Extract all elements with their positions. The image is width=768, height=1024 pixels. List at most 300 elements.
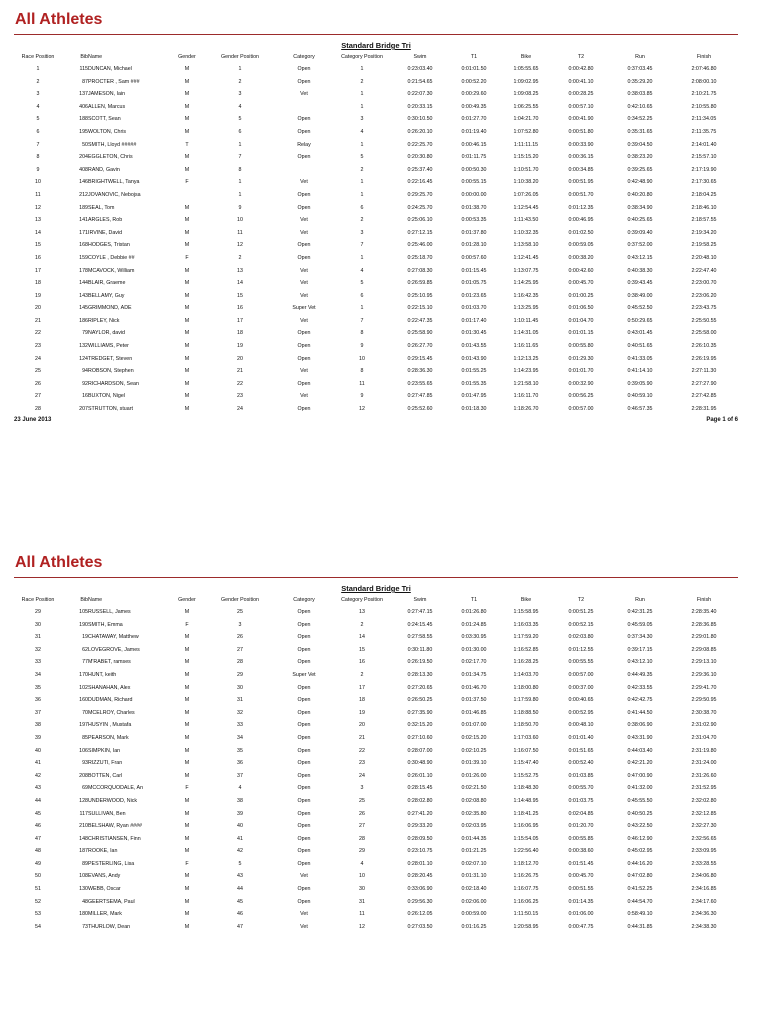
cell-finish: 2:18:57.55	[691, 217, 717, 224]
cell-finish: 2:28:35.40	[691, 609, 717, 615]
cell-bib: 94	[82, 368, 88, 375]
cell-name: BLAIR, Graeme	[88, 280, 126, 287]
cell-gender: M	[184, 659, 190, 666]
cell-category-position: 4	[360, 860, 364, 867]
cell-t2: 0:00:42.80	[568, 66, 594, 72]
cell-name: RUSSELL, James	[88, 609, 131, 615]
cell-t2: 0:01:12.55	[568, 646, 594, 653]
cell-finish: 2:08:00.10	[691, 78, 717, 85]
cell-swim: 0:21:54.65	[407, 78, 433, 85]
cell-gender-position: 1	[238, 191, 242, 198]
cell-race-position: 33	[35, 659, 41, 666]
cell-bib: 148	[79, 835, 88, 842]
cell-t2: 0:01:01.40	[568, 734, 594, 741]
cell-finish: 2:29:50.95	[691, 697, 717, 704]
cell-race-position: 53	[35, 911, 41, 918]
cell-category-position: 9	[360, 393, 364, 400]
cell-swim: 0:26:19.50	[407, 659, 433, 666]
cell-gender: M	[184, 330, 190, 337]
cell-swim: 0:27:08.30	[407, 267, 433, 274]
cell-t2: 0:00:34.85	[568, 166, 594, 173]
cell-t1: 0:00:59.00	[461, 911, 487, 918]
cell-t1: 0:01:05.75	[461, 280, 487, 287]
cell-race-position: 52	[35, 898, 41, 905]
cell-bike: 1:18:48.30	[513, 785, 539, 792]
cell-race-position: 35	[35, 684, 41, 691]
cell-name: TREDGET, Steven	[88, 355, 133, 362]
cell-t2: 0:01:03.75	[568, 797, 594, 804]
cell-category	[276, 164, 332, 177]
cell-t2: 0:00:51.70	[568, 191, 594, 198]
cell-bib: 48	[82, 898, 88, 905]
cell-category-position: 1	[360, 91, 364, 98]
cell-race-position: 27	[35, 393, 41, 400]
cell-finish: 2:31:02.90	[691, 722, 717, 729]
cell-race-position: 5	[36, 116, 40, 123]
cell-race-position: 3	[36, 91, 40, 98]
column-header-t2: T2	[577, 54, 585, 60]
cell-finish: 2:29:01.80	[691, 634, 717, 641]
cell-run: 0:42:48.90	[627, 179, 653, 186]
cell-gender-position: 7	[238, 154, 242, 161]
cell-run: 0:58:49.10	[627, 911, 653, 918]
cell-bib: 408	[79, 166, 88, 173]
cell-category-position: 1	[360, 254, 364, 261]
cell-t2: 0:00:40.65	[568, 697, 594, 704]
cell-t1: 0:01:28.10	[461, 242, 487, 249]
cell-t2: 0:00:38.20	[568, 254, 594, 261]
cell-t1: 0:01:47.95	[461, 393, 487, 400]
table-row	[14, 265, 738, 278]
cell-gender: M	[184, 380, 190, 387]
cell-t2: 0:02:04.85	[568, 810, 594, 817]
cell-bike: 1:22:56.40	[513, 848, 539, 855]
cell-gender-position: 42	[237, 848, 243, 855]
cell-category: Open	[297, 154, 311, 161]
cell-finish: 2:18:46.10	[691, 204, 717, 211]
cell-t1: 0:01:27.70	[461, 116, 487, 123]
table-row	[14, 883, 738, 896]
cell-category: Open	[297, 709, 311, 716]
cell-run: 0:40:59.10	[627, 393, 653, 400]
cell-run: 0:46:12.90	[627, 835, 653, 842]
cell-bike: 1:18:41.25	[513, 810, 539, 817]
cell-finish: 2:10:21.75	[691, 91, 717, 98]
cell-bib: 406	[79, 103, 88, 110]
cell-t1: 0:01:34.75	[461, 671, 487, 678]
cell-bike: 1:11:11.15	[513, 141, 539, 148]
cell-race-position: 32	[35, 646, 41, 653]
cell-gender-position: 3	[238, 91, 242, 98]
cell-run: 0:42:33.55	[627, 684, 653, 691]
cell-name: DUDMAN, Richard	[88, 697, 133, 704]
cell-gender-position: 41	[237, 835, 243, 842]
cell-category-position: 7	[360, 317, 364, 324]
cell-bib: 132	[79, 343, 88, 350]
cell-bike: 1:16:11.65	[513, 343, 539, 350]
cell-race-position: 41	[35, 760, 41, 767]
cell-run: 0:47:00.90	[627, 772, 653, 779]
cell-category-position: 24	[359, 772, 365, 779]
cell-gender	[170, 189, 204, 202]
cell-t2: 0:00:56.25	[568, 393, 594, 400]
cell-gender-position: 30	[237, 684, 243, 691]
cell-bib: 207	[79, 406, 88, 413]
cell-t1: 0:02:07.10	[461, 860, 487, 867]
cell-t2: 0:00:59.05	[568, 242, 594, 249]
column-header-row	[14, 51, 738, 63]
cell-swim: 0:25:52.60	[407, 406, 433, 413]
cell-race-position: 2	[36, 78, 40, 85]
cell-t1: 0:01:46.70	[461, 684, 487, 691]
cell-race-position: 26	[35, 380, 41, 387]
cell-gender: F	[185, 179, 189, 186]
cell-gender-position: 28	[237, 659, 243, 666]
cell-category: Open	[297, 760, 311, 767]
cell-category-position: 19	[359, 709, 365, 716]
cell-name: GRIMMOND, ADE	[88, 305, 132, 312]
cell-category-position: 2	[360, 671, 364, 678]
cell-bib: 141	[79, 217, 88, 224]
cell-bike: 1:10:32.35	[513, 229, 539, 236]
cell-finish: 2:31:19.80	[691, 747, 717, 754]
results-page-2	[14, 553, 738, 933]
cell-finish: 2:11:34.05	[691, 116, 717, 123]
cell-gender: M	[184, 709, 190, 716]
column-header-run: Run	[635, 597, 645, 603]
cell-category: Open	[297, 785, 311, 792]
table-row	[14, 290, 738, 303]
cell-t2: 0:01:14.35	[568, 898, 594, 905]
cell-gender: M	[184, 848, 190, 855]
cell-run: 0:43:31.90	[627, 734, 653, 741]
cell-finish: 2:26:19.95	[691, 355, 717, 362]
cell-name: MCCORQUODALE, An	[88, 785, 144, 792]
cell-run: 0:39:17.15	[627, 646, 653, 653]
cell-category: Vet	[300, 873, 308, 880]
cell-finish: 2:34:36.30	[691, 911, 717, 918]
cell-gender: M	[184, 355, 190, 362]
cell-category: Vet	[300, 923, 308, 930]
cell-gender-position: 34	[237, 734, 243, 741]
cell-gender-position: 35	[237, 747, 243, 754]
title-divider	[14, 577, 738, 578]
table-row	[14, 870, 738, 883]
cell-race-position: 43	[35, 785, 41, 792]
cell-finish: 2:30:38.70	[691, 709, 717, 716]
table-row	[14, 164, 738, 177]
cell-run: 0:45:59.05	[627, 621, 653, 628]
cell-category-position: 1	[360, 305, 364, 312]
cell-bike: 1:14:03.70	[513, 671, 539, 678]
cell-gender-position: 18	[237, 330, 243, 337]
cell-t1: 0:00:52.20	[461, 78, 487, 85]
cell-category-position: 20	[359, 722, 365, 729]
cell-swim: 0:27:03.50	[407, 923, 433, 930]
cell-bike: 1:11:50.15	[513, 911, 539, 918]
cell-name: SMITH, Lloyd #####	[88, 141, 137, 148]
cell-swim: 0:27:41.20	[407, 810, 433, 817]
cell-finish: 2:18:04.25	[691, 191, 717, 198]
cell-run: 0:42:42.75	[627, 697, 653, 704]
cell-swim: 0:27:47.15	[407, 609, 433, 615]
cell-race-position: 51	[35, 886, 41, 893]
cell-run: 0:35:29.20	[627, 78, 653, 85]
cell-category: Vet	[300, 911, 308, 918]
table-row	[14, 390, 738, 403]
cell-gender: M	[184, 267, 190, 274]
cell-race-position: 9	[36, 166, 40, 173]
cell-swim: 0:22:07.30	[407, 91, 433, 98]
cell-bike: 1:16:28.25	[513, 659, 539, 666]
cell-finish: 2:23:43.75	[691, 305, 717, 312]
cell-swim: 0:28:13.30	[407, 671, 433, 678]
cell-run: 0:39:04.50	[627, 141, 653, 148]
table-row	[14, 315, 738, 328]
cell-t1: 0:01:26.00	[461, 772, 487, 779]
cell-t2: 0:00:41.90	[568, 116, 594, 123]
cell-name: CHRISTIANSEN, Finn	[88, 835, 141, 842]
cell-category-position: 2	[360, 78, 364, 85]
cell-bike: 1:18:88.50	[513, 709, 539, 716]
cell-swim: 0:20:30.80	[407, 154, 433, 161]
cell-bib: 204	[79, 154, 88, 161]
cell-t1: 0:01:07.00	[461, 722, 487, 729]
cell-category-position: 16	[359, 659, 365, 666]
cell-gender: M	[184, 217, 190, 224]
cell-t2: 0:00:55.80	[568, 343, 594, 350]
cell-bike: 1:16:52.85	[513, 646, 539, 653]
cell-swim: 0:30:10.50	[407, 116, 433, 123]
cell-run: 0:40:50.25	[627, 810, 653, 817]
cell-category: Open	[297, 242, 311, 249]
cell-t1: 0:01:55.25	[461, 368, 487, 375]
column-header-bike: Bike	[520, 54, 532, 60]
cell-run: 0:38:49.00	[627, 292, 653, 299]
cell-t2: 0:01:03.85	[568, 772, 594, 779]
cell-category: Vet	[300, 179, 308, 186]
table-row	[14, 227, 738, 240]
cell-category-position: 21	[359, 734, 365, 741]
cell-t2: 0:00:52.95	[568, 709, 594, 716]
cell-bib: 16	[82, 393, 88, 400]
cell-bib: 19	[82, 634, 88, 641]
cell-t2: 0:01:20.70	[568, 823, 594, 830]
column-header-gender: Gender	[178, 597, 196, 603]
cell-category-position: 10	[359, 873, 365, 880]
cell-swim: 0:27:58.55	[407, 634, 433, 641]
cell-finish: 2:33:09.95	[691, 848, 717, 855]
cell-race-position: 16	[35, 254, 41, 261]
page-footer	[14, 417, 738, 423]
cell-gender-position: 15	[237, 292, 243, 299]
cell-t1: 0:01:37.50	[461, 697, 487, 704]
cell-bike: 1:16:03.35	[513, 621, 539, 628]
cell-t1: 0:00:53.35	[461, 217, 487, 224]
cell-gender-position: 32	[237, 709, 243, 716]
cell-swim: 0:30:48.90	[407, 760, 433, 767]
cell-gender: M	[184, 634, 190, 641]
cell-category-position: 2	[360, 217, 364, 224]
cell-name: BOTTEN, Carl	[88, 772, 123, 779]
cell-category-position: 28	[359, 835, 365, 842]
cell-t2: 0:00:55.70	[568, 785, 594, 792]
cell-name: PROCTER , Sam ###	[88, 78, 140, 85]
table-row	[14, 719, 738, 732]
cell-category-position: 2	[360, 166, 364, 173]
cell-t2: 0:00:36.15	[568, 154, 594, 161]
cell-t2: 0:00:32.90	[568, 380, 594, 387]
cell-race-position: 12	[35, 204, 41, 211]
cell-category: Open	[297, 772, 311, 779]
column-header-category: Category	[293, 597, 315, 603]
cell-name: RIZZUTI, Fran	[88, 760, 123, 767]
cell-category: Open	[297, 860, 311, 867]
cell-bike: 1:18:12.70	[513, 860, 539, 867]
table-row	[14, 88, 738, 101]
table-row	[14, 858, 738, 871]
cell-gender-position: 36	[237, 760, 243, 767]
cell-race-position: 30	[35, 621, 41, 628]
cell-bike: 1:10:11.45	[513, 317, 539, 324]
cell-name: SIMPKIN, Ian	[88, 747, 121, 754]
cell-run: 0:43:12.15	[627, 254, 653, 261]
cell-name: COYLE , Debbie ##	[88, 254, 135, 261]
results-table	[14, 594, 738, 933]
cell-gender-position: 5	[238, 860, 242, 867]
column-header-finish: Finish	[696, 597, 712, 603]
cell-category-position: 7	[360, 242, 364, 249]
cell-category-position: 1	[360, 103, 364, 110]
table-row	[14, 113, 738, 126]
cell-category-position: 8	[360, 330, 364, 337]
cell-swim: 0:29:56.30	[407, 898, 433, 905]
cell-race-position: 46	[35, 823, 41, 830]
cell-finish: 2:27:11.30	[691, 368, 717, 375]
cell-category-position: 6	[360, 292, 364, 299]
cell-name: WOLTON, Chris	[88, 128, 127, 135]
cell-category: Open	[297, 634, 311, 641]
table-row	[14, 682, 738, 695]
cell-bib: 77	[82, 659, 88, 666]
cell-race-position: 7	[36, 141, 40, 148]
cell-category-position: 25	[359, 797, 365, 804]
cell-name: GEERTSEMA, Paul	[88, 898, 135, 905]
cell-gender-position: 23	[237, 393, 243, 400]
cell-bib: 50	[82, 141, 88, 148]
cell-gender: M	[184, 823, 190, 830]
cell-swim: 0:28:20.45	[407, 873, 433, 880]
cell-category: Open	[297, 191, 311, 198]
cell-t2: 0:00:45.70	[568, 873, 594, 880]
cell-swim: 0:25:10.95	[407, 292, 433, 299]
cell-bike: 1:06:25.55	[513, 103, 539, 110]
cell-category: Relay	[297, 141, 311, 148]
cell-bike: 1:16:42.35	[513, 292, 539, 299]
page-title: All Athletes	[15, 11, 103, 28]
cell-bike: 1:14:48.95	[513, 797, 539, 804]
cell-name: MILLER, Mark	[88, 911, 122, 918]
cell-t1: 0:00:00.00	[461, 191, 487, 198]
cell-run: 0:39:09.40	[627, 229, 653, 236]
table-row	[14, 694, 738, 707]
cell-race-position: 38	[35, 722, 41, 729]
cell-name: LOVEGROVE, James	[88, 646, 140, 653]
cell-category-position: 12	[359, 923, 365, 930]
cell-bib: 130	[79, 886, 88, 893]
event-name: Standard Bridge Tri	[341, 584, 411, 593]
cell-name: ALLEN, Marcus	[88, 103, 126, 110]
cell-gender: M	[184, 166, 190, 173]
cell-t1: 0:01:30.00	[461, 646, 487, 653]
cell-t2: 0:01:04.70	[568, 317, 594, 324]
table-row	[14, 403, 738, 416]
cell-swim: 0:22:15.10	[407, 305, 433, 312]
cell-gender: M	[184, 609, 190, 615]
cell-category: Vet	[300, 292, 308, 299]
cell-gender: M	[184, 898, 190, 905]
cell-bib: 143	[79, 292, 88, 299]
cell-category: Open	[297, 697, 311, 704]
cell-finish: 2:28:31.95	[691, 406, 717, 413]
cell-swim: 0:27:47.85	[407, 393, 433, 400]
cell-race-position: 25	[35, 368, 41, 375]
cell-t1: 0:01:19.40	[461, 128, 487, 135]
cell-run: 0:42:21.20	[627, 760, 653, 767]
cell-name: PESTERLING, Lisa	[88, 860, 135, 867]
cell-category-position: 4	[360, 128, 364, 135]
cell-name: PEARSON, Mark	[88, 734, 129, 741]
cell-bike: 1:16:06.95	[513, 823, 539, 830]
cell-t1: 0:01:39.10	[461, 760, 487, 767]
cell-finish: 2:25:58.00	[691, 330, 717, 337]
cell-swim: 0:27:35.90	[407, 709, 433, 716]
cell-gender-position: 8	[238, 166, 242, 173]
cell-gender: M	[184, 393, 190, 400]
cell-swim: 0:23:03.40	[407, 66, 433, 72]
cell-gender: M	[184, 646, 190, 653]
cell-gender: M	[184, 760, 190, 767]
cell-name: CHATAWAY, Matthew	[88, 634, 139, 641]
cell-category-position: 3	[360, 116, 364, 123]
table-row	[14, 302, 738, 315]
cell-gender: M	[184, 292, 190, 299]
cell-name: THURLOW, Dean	[88, 923, 131, 930]
cell-bib: 92	[82, 380, 88, 387]
cell-category: Super Vet	[292, 671, 316, 678]
cell-swim: 0:26:50.25	[407, 697, 433, 704]
cell-gender-position: 44	[237, 886, 243, 893]
cell-gender: M	[184, 873, 190, 880]
cell-bib: 188	[79, 116, 88, 123]
cell-t1: 0:01:21.25	[461, 848, 487, 855]
cell-name: ROOKE, Ian	[88, 848, 118, 855]
cell-gender: M	[184, 154, 190, 161]
cell-race-position: 49	[35, 860, 41, 867]
cell-race-position: 34	[35, 671, 41, 678]
cell-race-position: 23	[35, 343, 41, 350]
cell-category: Open	[297, 254, 311, 261]
cell-finish: 2:10:55.80	[691, 103, 717, 110]
column-header-race-position: Race Position	[21, 597, 55, 603]
cell-gender: M	[184, 671, 190, 678]
cell-t2: 0:00:37.00	[568, 684, 594, 691]
cell-bib: 197	[79, 722, 88, 729]
cell-t1: 0:01:18.30	[461, 406, 487, 413]
column-header-t2: T2	[577, 597, 585, 603]
title-divider	[14, 34, 738, 35]
cell-run: 0:41:44.50	[627, 709, 653, 716]
